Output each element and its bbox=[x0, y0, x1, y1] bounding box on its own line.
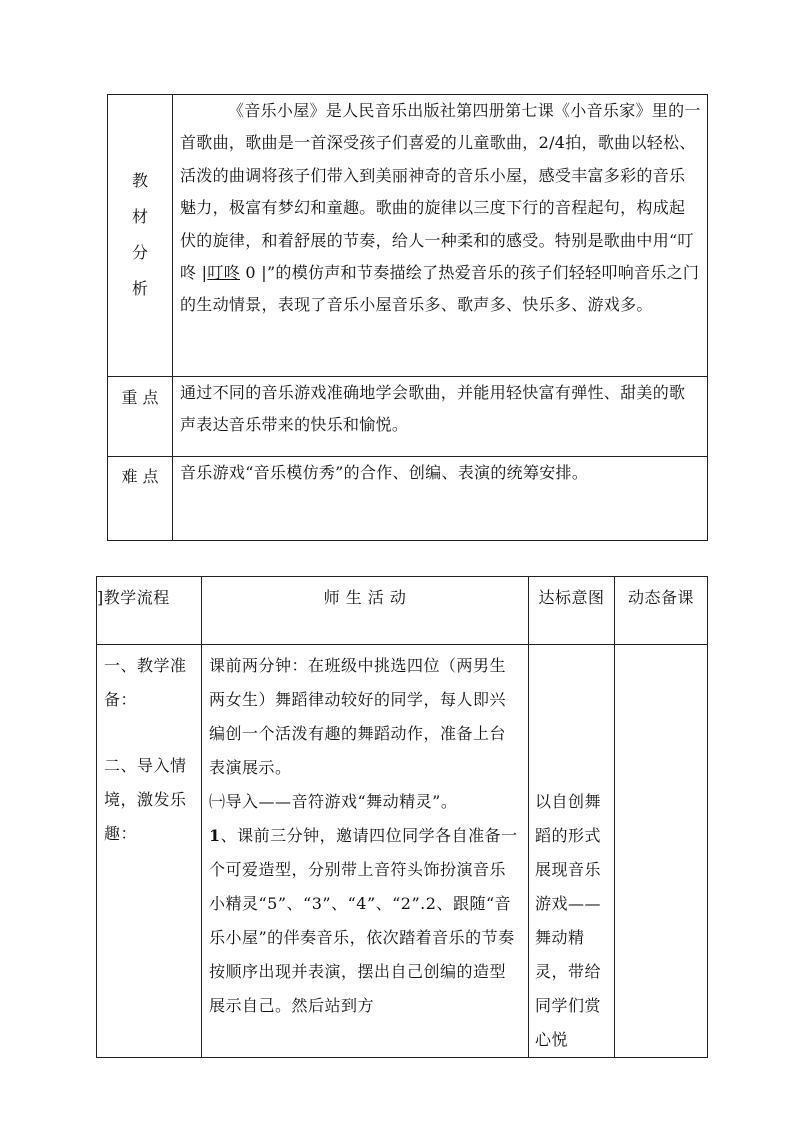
difficulty-row bbox=[108, 457, 708, 541]
step-2-goal: 以自创舞蹈的形式展现音乐游戏——舞动精灵，带给同学们赏心悦 bbox=[535, 792, 602, 1049]
difficulty-text: 音乐游戏“音乐模仿秀”的合作、创编、表演的统筹安排。 bbox=[173, 457, 708, 541]
header-process: ]教学流程 bbox=[97, 577, 202, 645]
material-label-char: 析 bbox=[131, 279, 148, 298]
step-label-1: 一、教学准备： bbox=[104, 656, 187, 709]
teaching-flow-table bbox=[96, 576, 708, 1058]
goal-cell bbox=[529, 645, 615, 1058]
material-label-char: 分 bbox=[131, 243, 148, 262]
material-text-part-1: 《音乐小屋》是人民音乐出版社第四册第七课《小音乐家》里的一首歌曲，歌曲是一首深受孩子们喜爱的儿童歌曲，2/4拍，歌曲以轻松、活泼的曲调将孩子们带入到美丽神奇的音乐小屋，感受丰富多彩的音乐魅力，极富有梦幻和童趣。歌曲的旋律以三度下行的音程起句，构成起伏的旋律，和着舒展的节奏，给人一种柔和的感受。特别是歌曲中用“叮 咚 | bbox=[180, 101, 701, 283]
step-1-activity: 课前两分钟：在班级中挑选四位（两男生两女生）舞蹈律动较好的同学，每人即兴编创一个活泼有趣的舞蹈动作，准备上台表演展示。 bbox=[209, 656, 507, 777]
step-label-2: 二、导入情境，激发乐趣： bbox=[104, 756, 187, 843]
material-label-char: 教 bbox=[131, 171, 148, 190]
step-2-item-1-num: 1 bbox=[209, 826, 221, 845]
analysis-table bbox=[107, 94, 708, 541]
flow-body-row bbox=[97, 645, 708, 1058]
material-label-char: 材 bbox=[131, 207, 148, 226]
step-2-item-2-num: 2 bbox=[425, 894, 437, 913]
dynamic-cell bbox=[615, 645, 708, 1058]
activity-cell bbox=[202, 645, 529, 1058]
material-analysis-text bbox=[173, 95, 708, 377]
header-dynamic: 动态备课 bbox=[615, 577, 708, 645]
notation-underlined: 叮咚 bbox=[207, 263, 240, 283]
key-point-label: 重 点 bbox=[108, 377, 173, 457]
header-goal: 达标意图 bbox=[529, 577, 615, 645]
material-analysis-row bbox=[108, 95, 708, 377]
key-point-text: 通过不同的音乐游戏准确地学会歌曲，并能用轻快富有弹性、甜美的歌声表达音乐带来的快乐和愉悦。 bbox=[173, 377, 708, 457]
flow-header-row bbox=[97, 577, 708, 645]
difficulty-label: 难 点 bbox=[108, 457, 173, 541]
material-text-part-2: 0 |”的模仿声和节奏描绘了热爱音乐的孩子们轻轻叩响音乐之门的生动情景，表现了音乐小屋音乐多、歌声多、快乐多、游戏多。 bbox=[180, 263, 700, 315]
step-2-item-1-text: 、课前三分钟，邀请四位同学各自准备一个可爱造型，分别带上音符头饰扮演音乐小精灵“5”、“3”、“4”、“2”. bbox=[209, 826, 518, 913]
process-cell bbox=[97, 645, 202, 1058]
header-activity: 师 生 活 动 bbox=[202, 577, 529, 645]
key-point-row bbox=[108, 377, 708, 457]
step-2-intro: ㈠导入——音符游戏“舞动精灵”。 bbox=[209, 792, 458, 811]
step-2-item-2-text: 、跟随“音乐小屋”的伴奏音乐，依次踏着音乐的节奏按顺序出现并表演，摆出自己创编的造型展示自己。然后站到方 bbox=[209, 894, 515, 1015]
material-analysis-label bbox=[108, 95, 173, 377]
